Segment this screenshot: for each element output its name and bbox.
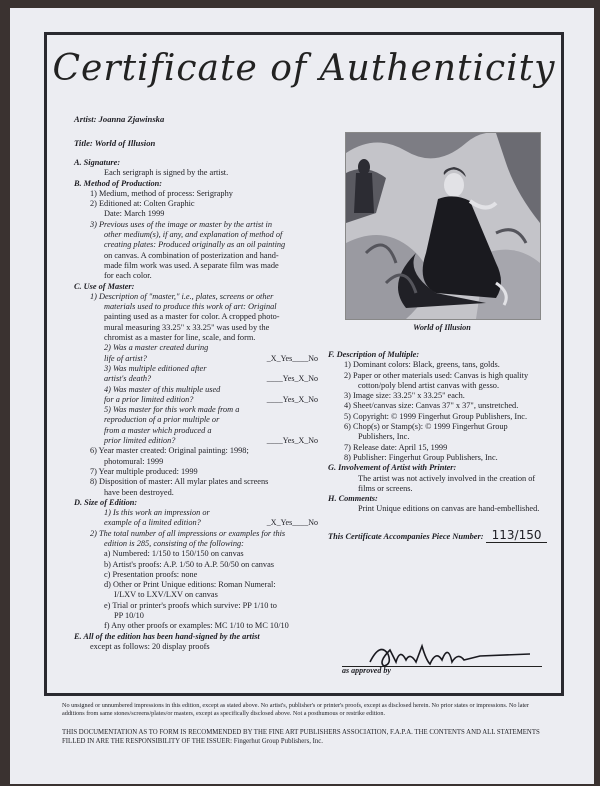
artwork-caption: World of Illusion — [413, 323, 471, 332]
yes-no-answer: _X_Yes____No — [266, 353, 318, 363]
piece-number-label: This Certificate Accompanies Piece Number: — [328, 532, 484, 541]
left-line: 8) Disposition of master: All mylar plates and screens — [90, 477, 269, 487]
question-text: 2) Was a master created during — [104, 343, 209, 353]
footer-disclaimer: No unsigned or unnumbered impressions in this edition, except as stated above. No artist's, publisher's or printer's proofs, except as disclosed herein. No prior states or impressions. No later additions from same stones/screens/plates/or masters, except as specifically disclosed above. Not a posthumous or restrike edition. — [62, 702, 529, 717]
left-line: c) Presentation proofs: none — [104, 569, 198, 579]
right-line: 7) Release date: April 15, 1999 — [344, 442, 448, 452]
question-text: 5) Was master for this work made from a — [104, 405, 240, 415]
left-line — [74, 518, 324, 528]
right-line: Publishers, Inc. — [358, 432, 410, 442]
left-line: photomural: 1999 — [104, 456, 164, 466]
question-text: 3) Was multiple editioned after — [104, 363, 207, 373]
title-line — [74, 138, 155, 148]
right-line: H. Comments: — [328, 494, 378, 504]
left-line: on canvas. A combination of posterization and hand- — [104, 250, 279, 260]
left-line: D. Size of Edition: — [74, 497, 138, 507]
left-line: edition is 285, consisting of the following: — [104, 538, 244, 548]
artist-label: Artist: — [74, 114, 97, 124]
left-line: b) Artist's proofs: A.P. 1/50 to A.P. 50/50 on canvas — [104, 559, 274, 569]
left-line — [74, 364, 324, 374]
question-text: example of a limited edition? — [104, 518, 201, 528]
left-line — [74, 426, 324, 436]
left-line: I/LXV to LXV/LXV on canvas — [114, 590, 218, 600]
left-line — [74, 385, 324, 395]
left-line: 1) Medium, method of process: Serigraphy — [90, 188, 233, 198]
left-line: made film work was used. A separate film was made — [104, 260, 279, 270]
left-line: f) Any other proofs or examples: MC 1/10 to MC 10/10 — [104, 621, 289, 631]
right-column — [328, 350, 554, 515]
right-line: 4) Sheet/canvas size: Canvas 37" x 37", unstretched. — [344, 401, 519, 411]
question-text: 1) Is this work an impression or — [104, 508, 210, 518]
left-line: C. Use of Master: — [74, 281, 135, 291]
artwork-image — [345, 132, 541, 320]
left-line — [74, 395, 324, 405]
artist-line — [74, 114, 164, 124]
right-line: 8) Publisher: Fingerhut Group Publishers, Inc. — [344, 452, 498, 462]
right-line: films or screens. — [358, 483, 413, 493]
artist-name: Joanna Zjawinska — [98, 114, 165, 124]
question-text: life of artist? — [104, 353, 147, 363]
right-line: 3) Image size: 33.25" x 33.25" each. — [344, 391, 465, 401]
question-text: from a master which produced a — [104, 425, 212, 435]
right-line: G. Involvement of Artist with Printer: — [328, 463, 457, 473]
yes-no-answer: ____Yes_X_No — [266, 436, 318, 446]
left-line: painting used as a master for color. A cropped photo- — [104, 312, 280, 322]
question-text: for a prior limited edition? — [104, 394, 194, 404]
question-text: reproduction of a prior multiple or — [104, 415, 220, 425]
right-line: Print Unique editions on canvas are hand-embellished. — [358, 504, 540, 514]
left-line: d) Other or Print Unique editions: Roman Numeral: — [104, 580, 276, 590]
question-text: artist's death? — [104, 374, 152, 384]
left-line: for each color. — [104, 271, 152, 281]
left-line — [74, 354, 324, 364]
piece-number-line — [328, 528, 547, 542]
yes-no-answer: ____Yes_X_No — [266, 394, 318, 404]
right-line: 6) Chop(s) or Stamp(s): © 1999 Fingerhut Group — [344, 422, 508, 432]
left-line: B. Method of Production: — [74, 178, 163, 188]
right-line: F. Description of Multiple: — [328, 350, 420, 359]
left-line: except as follows: 20 display proofs — [90, 641, 210, 651]
right-line: cotton/poly blend artist canvas with gesso. — [358, 380, 500, 390]
left-line: A. Signature: — [74, 158, 121, 167]
left-line: other medium(s), if any, and explanation of method of — [104, 230, 283, 240]
question-text: prior limited edition? — [104, 436, 176, 446]
left-column — [74, 158, 324, 652]
right-line: 5) Copyright: © 1999 Fingerhut Group Publishers, Inc. — [344, 411, 528, 421]
left-line: 1) Description of "master," i.e., plates, screens or other — [90, 291, 274, 301]
footer-fapa-statement: THIS DOCUMENTATION AS TO FORM IS RECOMMENDED BY THE FINE ART PUBLISHERS ASSOCIATION, F.A.P.A. THE CONTENTS AND ALL STATEMENTS FILLED IN ARE THE RESPONSIBILITY OF THE ISSUER: Fingerhut Group Publishers, Inc. — [62, 729, 540, 745]
right-line: 1) Dominant colors: Black, greens, tans, golds. — [344, 360, 500, 370]
left-line: have been destroyed. — [104, 487, 174, 497]
left-line: 2) The total number of all impressions or examples for this — [90, 528, 286, 538]
left-line: mural measuring 33.25" x 33.25" was used by the — [104, 322, 270, 332]
piece-number-value: 113/150 — [486, 528, 548, 543]
left-line: chromist as a master for line, scale, and form. — [104, 333, 256, 343]
left-line: creating plates: Produced originally as an oil painting — [104, 240, 286, 250]
left-line: Each serigraph is signed by the artist. — [104, 168, 229, 178]
left-line: E. All of the edition has been hand-signed by the artist — [74, 631, 260, 641]
right-line: The artist was not actively involved in the creation of — [358, 473, 536, 483]
certificate-title: Certificate of Authenticity — [52, 48, 556, 89]
left-line: e) Trial or printer's proofs which survive: PP 1/10 to — [104, 600, 277, 610]
left-line: Date: March 1999 — [104, 209, 165, 219]
left-line — [74, 405, 324, 415]
title-value: World of Illusion — [94, 138, 156, 148]
approved-by-label: as approved by — [342, 666, 391, 675]
left-line: 2) Editioned at: Colten Graphic — [90, 199, 195, 209]
left-line — [74, 436, 324, 446]
yes-no-answer: ____Yes_X_No — [266, 374, 318, 384]
yes-no-answer: _X_Yes____No — [266, 518, 318, 528]
title-label: Title: — [74, 138, 93, 148]
question-text: 4) Was master of this multiple used — [104, 384, 221, 394]
right-line: 2) Paper or other materials used: Canvas is high quality — [344, 370, 529, 380]
left-line: a) Numbered: 1/150 to 150/150 on canvas — [104, 549, 244, 559]
left-line: 6) Year master created: Original painting: 1998; — [90, 446, 249, 456]
left-line — [74, 374, 324, 384]
left-line: PP 10/10 — [114, 611, 144, 621]
left-line: 7) Year multiple produced: 1999 — [90, 466, 198, 476]
left-line: 3) Previous uses of the image or master by the artist in — [90, 219, 272, 229]
left-line — [74, 415, 324, 425]
left-line — [74, 343, 324, 353]
left-line: materials used to produce this work of art: Original — [104, 302, 277, 312]
left-line — [74, 508, 324, 518]
